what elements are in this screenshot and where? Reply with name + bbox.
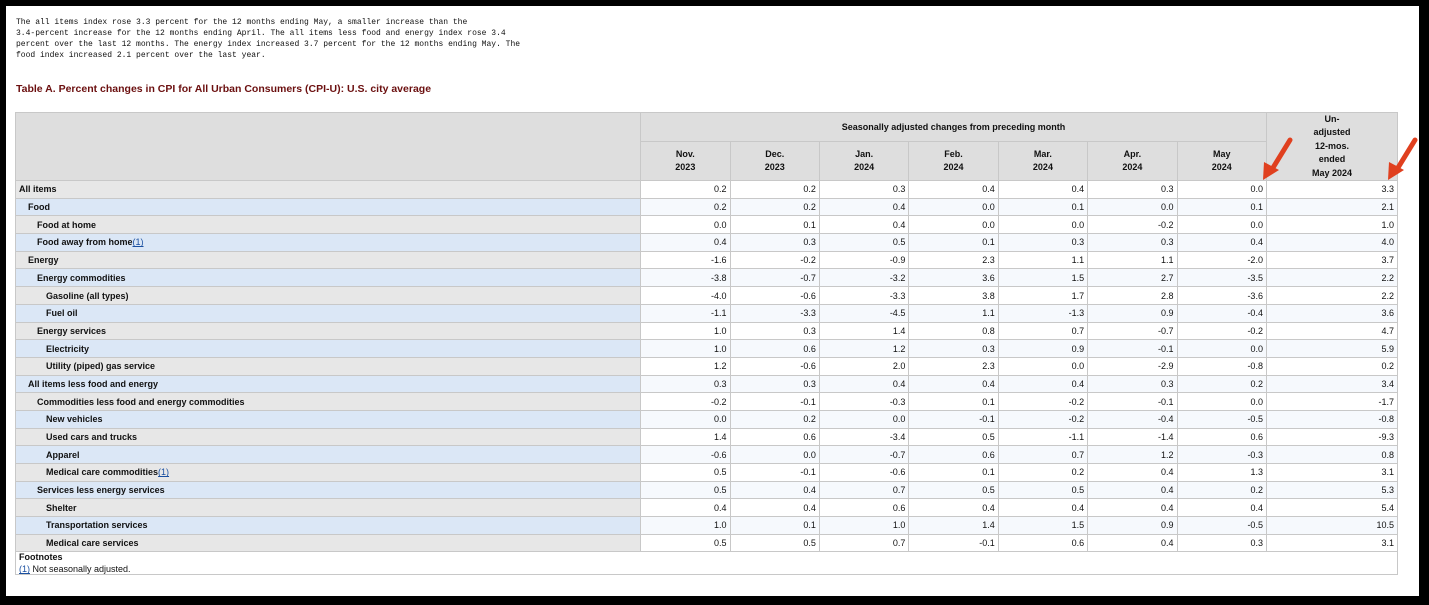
monthly-value-cell: 1.5 [998,269,1087,287]
monthly-value-cell: 0.5 [641,534,730,552]
monthly-value-cell: -3.6 [1177,287,1266,305]
table-row [16,534,1398,552]
monthly-value-cell: 0.1 [1177,198,1266,216]
monthly-value-cell: 3.8 [909,287,998,305]
row-label [16,340,641,358]
monthly-value-cell: -1.4 [1088,428,1177,446]
table-row [16,269,1398,287]
monthly-value-cell: 0.5 [641,481,730,499]
monthly-value-cell: 0.1 [909,464,998,482]
unadjusted-value-cell: 0.2 [1266,357,1397,375]
row-label [16,428,641,446]
monthly-value-cell: -1.1 [998,428,1087,446]
month-label: Feb. [944,149,963,160]
unadjusted-value-cell: -0.8 [1266,410,1397,428]
footnotes-title: Footnotes [19,552,63,563]
monthly-value-cell: -0.4 [1088,410,1177,428]
row-label [16,375,641,393]
monthly-value-cell: 0.3 [641,375,730,393]
monthly-value-cell: -0.5 [1177,410,1266,428]
monthly-value-cell: -3.4 [819,428,908,446]
monthly-value-cell: 0.5 [909,481,998,499]
unadjusted-value-cell: 2.2 [1266,269,1397,287]
table-row [16,517,1398,535]
monthly-value-cell: -0.1 [730,464,819,482]
cpi-table [15,112,1398,575]
row-label-text: Fuel oil [46,308,78,319]
table-row [16,234,1398,252]
monthly-value-cell: 0.0 [998,216,1087,234]
monthly-value-cell: -0.5 [1177,517,1266,535]
row-label-text: All items [19,184,57,195]
unadjusted-line: May 2024 [1311,167,1352,178]
monthly-value-cell: -0.3 [819,393,908,411]
monthly-value-cell: 0.0 [909,216,998,234]
red-arrow-icon [1386,136,1420,182]
monthly-value-cell: 0.4 [641,499,730,517]
monthly-value-cell: 0.3 [1088,234,1177,252]
footnote-text: Not seasonally adjusted. [30,564,131,575]
monthly-value-cell: 1.4 [909,517,998,535]
row-label-text: Electricity [46,343,90,354]
monthly-value-cell: -3.5 [1177,269,1266,287]
monthly-value-cell: 0.7 [998,446,1087,464]
unadjusted-value-cell: -9.3 [1266,428,1397,446]
unadjusted-value-cell: 5.3 [1266,481,1397,499]
monthly-value-cell: 0.6 [730,340,819,358]
monthly-value-cell: -0.1 [1088,340,1177,358]
row-label [16,481,641,499]
row-label-text: Commodities less food and energy commodities [37,396,245,407]
monthly-value-cell: -0.6 [641,446,730,464]
unadjusted-value-cell: 3.1 [1266,534,1397,552]
monthly-value-cell: 0.4 [1177,234,1266,252]
table-row [16,481,1398,499]
seasonal-group-header: Seasonally adjusted changes from preceding month [641,113,1267,142]
table-row [16,428,1398,446]
month-header [730,142,819,181]
row-label-text: Food at home [37,219,96,230]
monthly-value-cell: -1.1 [641,304,730,322]
monthly-value-cell: 0.4 [730,481,819,499]
monthly-value-cell: 1.4 [641,428,730,446]
year-label: 2024 [943,162,964,173]
monthly-value-cell: -0.9 [819,251,908,269]
monthly-value-cell: 1.1 [1088,251,1177,269]
monthly-value-cell: 0.1 [998,198,1087,216]
monthly-value-cell: 0.4 [1177,499,1266,517]
monthly-value-cell: 0.2 [998,464,1087,482]
month-header [819,142,908,181]
table-row [16,410,1398,428]
monthly-value-cell: 0.9 [1088,517,1177,535]
table-row [16,357,1398,375]
table-row [16,251,1398,269]
monthly-value-cell: 0.9 [1088,304,1177,322]
row-label-text: Food [28,202,50,213]
monthly-value-cell: 0.4 [909,181,998,199]
row-label [16,499,641,517]
monthly-value-cell: 0.4 [998,499,1087,517]
row-label-text: Apparel [46,449,80,460]
month-label: Dec. [765,149,785,160]
row-label-text: Food away from home [37,237,133,248]
unadjusted-line: adjusted [1313,127,1351,138]
monthly-value-cell: -0.2 [998,410,1087,428]
monthly-value-cell: -0.2 [730,251,819,269]
table-row [16,304,1398,322]
row-label-text: Transportation services [46,520,148,531]
month-label: Mar. [1033,149,1052,160]
monthly-value-cell: 0.3 [730,234,819,252]
month-label: May [1212,149,1231,160]
monthly-value-cell: 0.0 [819,410,908,428]
monthly-value-cell: -0.1 [909,410,998,428]
row-label [16,198,641,216]
monthly-value-cell: 0.6 [998,534,1087,552]
row-label [16,464,641,482]
monthly-value-cell: 1.1 [909,304,998,322]
month-header [641,142,730,181]
monthly-value-cell: 0.4 [730,499,819,517]
row-label [16,410,641,428]
unadjusted-value-cell: -1.7 [1266,393,1397,411]
row-label [16,357,641,375]
monthly-value-cell: 0.4 [998,375,1087,393]
monthly-value-cell: 2.8 [1088,287,1177,305]
row-label [16,287,641,305]
monthly-value-cell: 0.2 [730,198,819,216]
monthly-value-cell: -0.7 [730,269,819,287]
month-label: Apr. [1123,149,1142,160]
row-label [16,393,641,411]
table-row [16,393,1398,411]
monthly-value-cell: -0.1 [909,534,998,552]
monthly-value-cell: 0.5 [998,481,1087,499]
monthly-value-cell: 0.5 [819,234,908,252]
monthly-value-cell: 0.3 [909,340,998,358]
monthly-value-cell: 1.5 [998,517,1087,535]
month-label: Nov. [675,149,695,160]
monthly-value-cell: 0.2 [730,181,819,199]
monthly-value-cell: -0.2 [1088,216,1177,234]
monthly-value-cell: 0.0 [1177,216,1266,234]
monthly-value-cell: 2.3 [909,357,998,375]
unadjusted-value-cell: 2.2 [1266,287,1397,305]
row-label-header [16,113,641,181]
unadjusted-value-cell: 5.4 [1266,499,1397,517]
monthly-value-cell: -2.0 [1177,251,1266,269]
monthly-value-cell: 0.4 [1088,499,1177,517]
footnote-link[interactable]: (1) [158,467,170,478]
row-label-text: Medical care services [46,538,139,549]
monthly-value-cell: 2.0 [819,357,908,375]
monthly-value-cell: 0.1 [909,393,998,411]
monthly-value-cell: 0.5 [641,464,730,482]
unadjusted-value-cell: 4.0 [1266,234,1397,252]
unadjusted-value-cell: 0.8 [1266,446,1397,464]
monthly-value-cell: -3.3 [730,304,819,322]
monthly-value-cell: 0.2 [1177,481,1266,499]
table-title: Table A. Percent changes in CPI for All Urban Consumers (CPI-U): U.S. city average [16,83,432,95]
monthly-value-cell: 0.6 [819,499,908,517]
row-label-text: All items less food and energy [28,378,159,389]
monthly-value-cell: 0.0 [1177,393,1266,411]
row-label-text: Energy [28,255,59,266]
unadjusted-line: ended [1318,154,1346,165]
row-label [16,534,641,552]
table-row [16,216,1398,234]
monthly-value-cell: 0.6 [730,428,819,446]
monthly-value-cell: 0.6 [909,446,998,464]
monthly-value-cell: -2.9 [1088,357,1177,375]
monthly-value-cell: 1.2 [819,340,908,358]
row-label-text: Gasoline (all types) [46,290,129,301]
row-label-text: Used cars and trucks [46,432,138,442]
monthly-value-cell: -0.2 [1177,322,1266,340]
year-label: 2023 [764,162,785,173]
monthly-value-cell: 0.3 [730,322,819,340]
monthly-value-cell: 0.7 [819,481,908,499]
monthly-value-cell: 1.3 [1177,464,1266,482]
row-label [16,304,641,322]
unadjusted-value-cell: 3.3 [1266,181,1397,199]
monthly-value-cell: 0.4 [1088,464,1177,482]
monthly-value-cell: 0.8 [909,322,998,340]
monthly-value-cell: -0.6 [730,357,819,375]
monthly-value-cell: 0.3 [819,181,908,199]
monthly-value-cell: 1.1 [998,251,1087,269]
monthly-value-cell: -0.1 [1088,393,1177,411]
monthly-value-cell: 0.0 [1177,340,1266,358]
monthly-value-cell: 3.6 [909,269,998,287]
row-label-text: Medical care commodities [46,467,159,478]
monthly-value-cell: 0.3 [1177,534,1266,552]
monthly-value-cell: 0.1 [730,517,819,535]
row-label [16,517,641,535]
monthly-value-cell: -3.2 [819,269,908,287]
monthly-value-cell: 0.4 [909,499,998,517]
unadjusted-value-cell: 4.7 [1266,322,1397,340]
table-row [16,499,1398,517]
table-row [16,446,1398,464]
monthly-value-cell: -0.7 [819,446,908,464]
row-label [16,269,641,287]
table-row [16,322,1398,340]
monthly-value-cell: 0.4 [998,181,1087,199]
page-frame [6,6,1419,596]
monthly-value-cell: 0.7 [819,534,908,552]
monthly-value-cell: 1.0 [641,517,730,535]
monthly-value-cell: 0.4 [819,216,908,234]
monthly-value-cell: 0.9 [998,340,1087,358]
monthly-value-cell: -0.4 [1177,304,1266,322]
monthly-value-cell: 1.0 [641,322,730,340]
monthly-value-cell: 2.3 [909,251,998,269]
month-header [998,142,1087,181]
year-label: 2024 [1211,162,1232,173]
year-label: 2024 [1122,162,1143,173]
monthly-value-cell: 0.0 [1177,181,1266,199]
table-row [16,198,1398,216]
monthly-value-cell: 0.1 [730,216,819,234]
monthly-value-cell: 1.0 [641,340,730,358]
monthly-value-cell: 0.4 [909,375,998,393]
monthly-value-cell: 0.7 [998,322,1087,340]
table-row [16,464,1398,482]
table-row [16,375,1398,393]
monthly-value-cell: -3.3 [819,287,908,305]
table-row [16,340,1398,358]
monthly-value-cell: 1.0 [819,517,908,535]
red-arrow-icon [1261,136,1295,182]
row-label [16,181,641,199]
monthly-value-cell: 0.4 [641,234,730,252]
month-label: Jan. [855,149,874,160]
row-label [16,234,641,252]
unadjusted-value-cell: 3.6 [1266,304,1397,322]
month-header [1177,142,1266,181]
monthly-value-cell: -0.2 [641,393,730,411]
unadjusted-line: Un- [1324,114,1340,124]
unadjusted-line: 12-mos. [1314,140,1349,151]
monthly-value-cell: 0.0 [998,357,1087,375]
table-row [16,181,1398,199]
row-label-text: New vehicles [46,414,103,425]
monthly-value-cell: 0.3 [1088,375,1177,393]
monthly-value-cell: 0.4 [1088,534,1177,552]
monthly-value-cell: 1.2 [1088,446,1177,464]
intro-paragraph: The all items index rose 3.3 percent for the 12 months ending May, a smaller increase than the 3.4-percent increase for the 12 months ending April. The all items less food and energy index rose 3.4 percent over the last 12 months. The energy index increased 3.7 percent for the 12 months ending May. The food index increased 2.1 percent over the last year. [16,18,521,60]
monthly-value-cell: -3.8 [641,269,730,287]
monthly-value-cell: 0.2 [641,198,730,216]
monthly-value-cell: -1.3 [998,304,1087,322]
monthly-value-cell: 0.5 [909,428,998,446]
monthly-value-cell: 0.0 [641,216,730,234]
monthly-value-cell: -0.6 [730,287,819,305]
monthly-value-cell: 0.4 [819,375,908,393]
table-row [16,287,1398,305]
monthly-value-cell: 0.0 [909,198,998,216]
row-label-text: Utility (piped) gas service [46,361,156,372]
unadjusted-value-cell: 3.7 [1266,251,1397,269]
row-label-text: Shelter [46,502,77,513]
monthly-value-cell: -1.6 [641,251,730,269]
year-label: 2024 [854,162,875,173]
monthly-value-cell: 0.3 [998,234,1087,252]
monthly-value-cell: 0.4 [819,198,908,216]
monthly-value-cell: 2.7 [1088,269,1177,287]
monthly-value-cell: 1.4 [819,322,908,340]
row-label [16,251,641,269]
monthly-value-cell: 0.4 [1088,481,1177,499]
unadjusted-value-cell: 2.1 [1266,198,1397,216]
unadjusted-value-cell: 3.4 [1266,375,1397,393]
unadjusted-value-cell: 5.9 [1266,340,1397,358]
monthly-value-cell: -0.6 [819,464,908,482]
footnote-link[interactable]: (1) [132,237,144,248]
monthly-value-cell: -0.2 [998,393,1087,411]
row-label [16,446,641,464]
monthly-value-cell: 0.2 [1177,375,1266,393]
row-label-text: Energy commodities [37,272,126,283]
monthly-value-cell: -0.3 [1177,446,1266,464]
monthly-value-cell: 0.0 [641,410,730,428]
row-label-text: Services less energy services [37,485,165,496]
monthly-value-cell: 1.2 [641,357,730,375]
month-header [1088,142,1177,181]
monthly-value-cell: 0.0 [1088,198,1177,216]
monthly-value-cell: 0.0 [730,446,819,464]
unadjusted-value-cell: 3.1 [1266,464,1397,482]
monthly-value-cell: 1.7 [998,287,1087,305]
month-header [909,142,998,181]
unadjusted-value-cell: 10.5 [1266,517,1397,535]
monthly-value-cell: 0.2 [730,410,819,428]
year-label: 2024 [1032,162,1053,173]
monthly-value-cell: 0.3 [1088,181,1177,199]
monthly-value-cell: 0.5 [730,534,819,552]
monthly-value-cell: -4.0 [641,287,730,305]
monthly-value-cell: 0.3 [730,375,819,393]
monthly-value-cell: -4.5 [819,304,908,322]
footnote-link[interactable]: (1) [19,564,30,575]
monthly-value-cell: -0.7 [1088,322,1177,340]
row-label [16,216,641,234]
monthly-value-cell: 0.6 [1177,428,1266,446]
unadjusted-value-cell: 1.0 [1266,216,1397,234]
monthly-value-cell: -0.8 [1177,357,1266,375]
monthly-value-cell: 0.2 [641,181,730,199]
monthly-value-cell: 0.1 [909,234,998,252]
row-label-text: Energy services [37,325,107,336]
year-label: 2023 [675,162,696,173]
row-label [16,322,641,340]
footnotes-cell [16,552,1398,575]
monthly-value-cell: -0.1 [730,393,819,411]
